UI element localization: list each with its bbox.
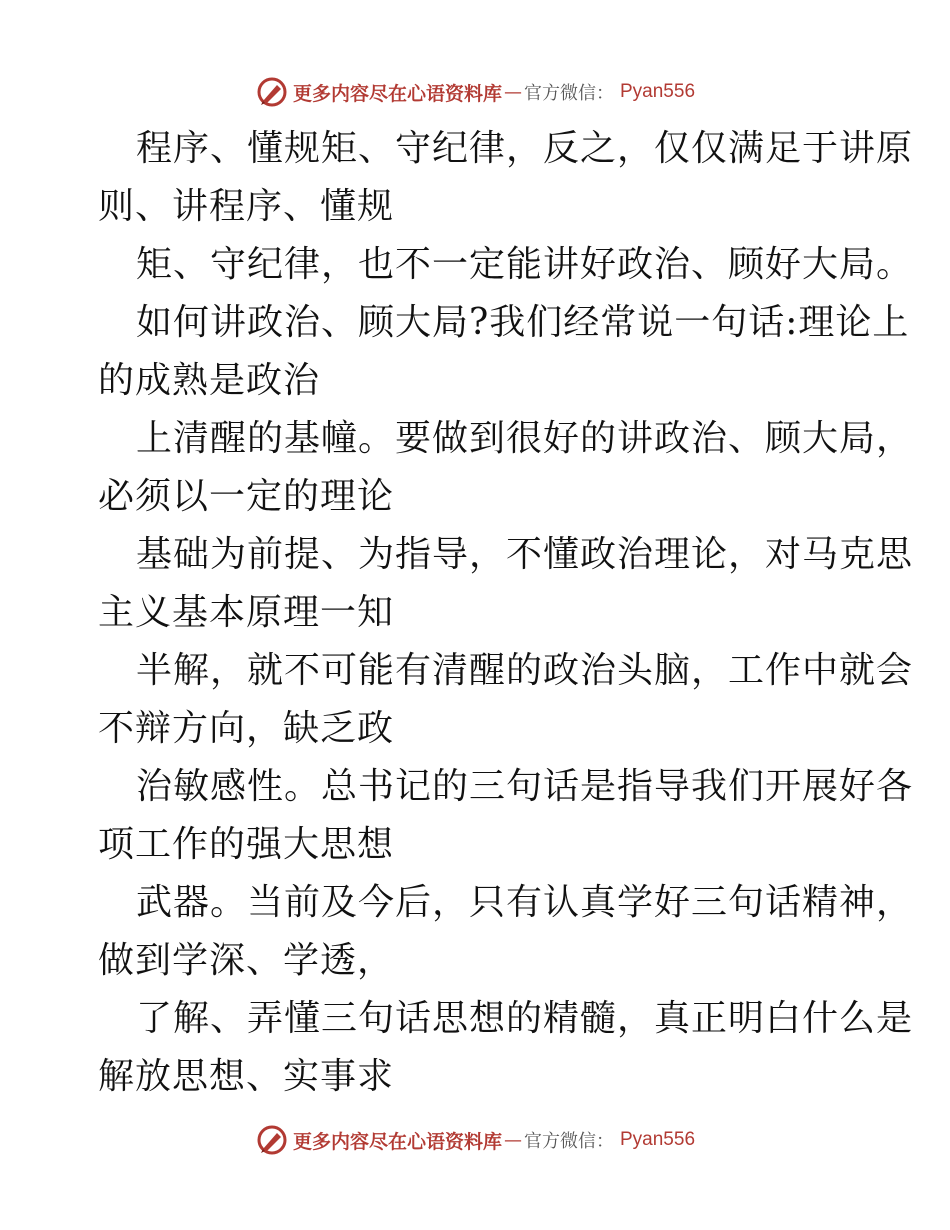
body-line: 半解，就不可能有清醒的政治头脑，工作中就会 bbox=[136, 650, 914, 691]
header-wechat-id: Pyan556 bbox=[620, 81, 696, 102]
header-brand-text: 更多内容尽在心语资料库 bbox=[292, 82, 502, 105]
body-line: 解放思想、实事求 bbox=[98, 1056, 395, 1097]
body-line: 主义基本原理一知 bbox=[98, 592, 395, 633]
body-line: 上清醒的基幢。要做到很好的讲政治、顾大局， bbox=[136, 418, 914, 459]
body-line: 项工作的强大思想 bbox=[98, 824, 395, 865]
footer-separator: — bbox=[504, 1129, 522, 1151]
body-line: 基础为前提、为指导，不懂政治理论，对马克思 bbox=[136, 534, 914, 575]
body-line: 的成熟是政治 bbox=[98, 360, 321, 401]
pen-logo-icon bbox=[255, 1123, 289, 1157]
pen-logo-icon bbox=[255, 75, 289, 109]
body-line: 不辩方向，缺乏政 bbox=[98, 708, 395, 749]
body-line: 武器。当前及今后，只有认真学好三句话精神， bbox=[136, 882, 914, 923]
page-header bbox=[0, 72, 950, 112]
body-line: 必须以一定的理论 bbox=[98, 476, 395, 517]
footer-official-label: 官方微信： bbox=[524, 1131, 614, 1152]
header-official-label: 官方微信： bbox=[524, 83, 614, 104]
footer-brand-text: 更多内容尽在心语资料库 bbox=[292, 1130, 502, 1153]
body-line: 矩、守纪律，也不一定能讲好政治、顾好大局。 bbox=[136, 244, 914, 285]
body-line: 程序、懂规矩、守纪律，反之，仅仅满足于讲原 bbox=[136, 128, 914, 169]
body-line: 做到学深、学透， bbox=[98, 940, 395, 981]
document-body bbox=[98, 120, 914, 1106]
body-line: 治敏感性。总书记的三句话是指导我们开展好各 bbox=[136, 766, 914, 807]
header-separator: — bbox=[504, 81, 522, 103]
body-line: 了解、弄懂三句话思想的精髓，真正明白什么是 bbox=[136, 998, 914, 1039]
footer-wechat-id: Pyan556 bbox=[620, 1129, 696, 1150]
body-line: 则、讲程序、懂规 bbox=[98, 186, 395, 227]
page-footer bbox=[0, 1120, 950, 1160]
body-line: 如何讲政治、顾大局?我们经常说一句话:理论上 bbox=[136, 302, 910, 343]
